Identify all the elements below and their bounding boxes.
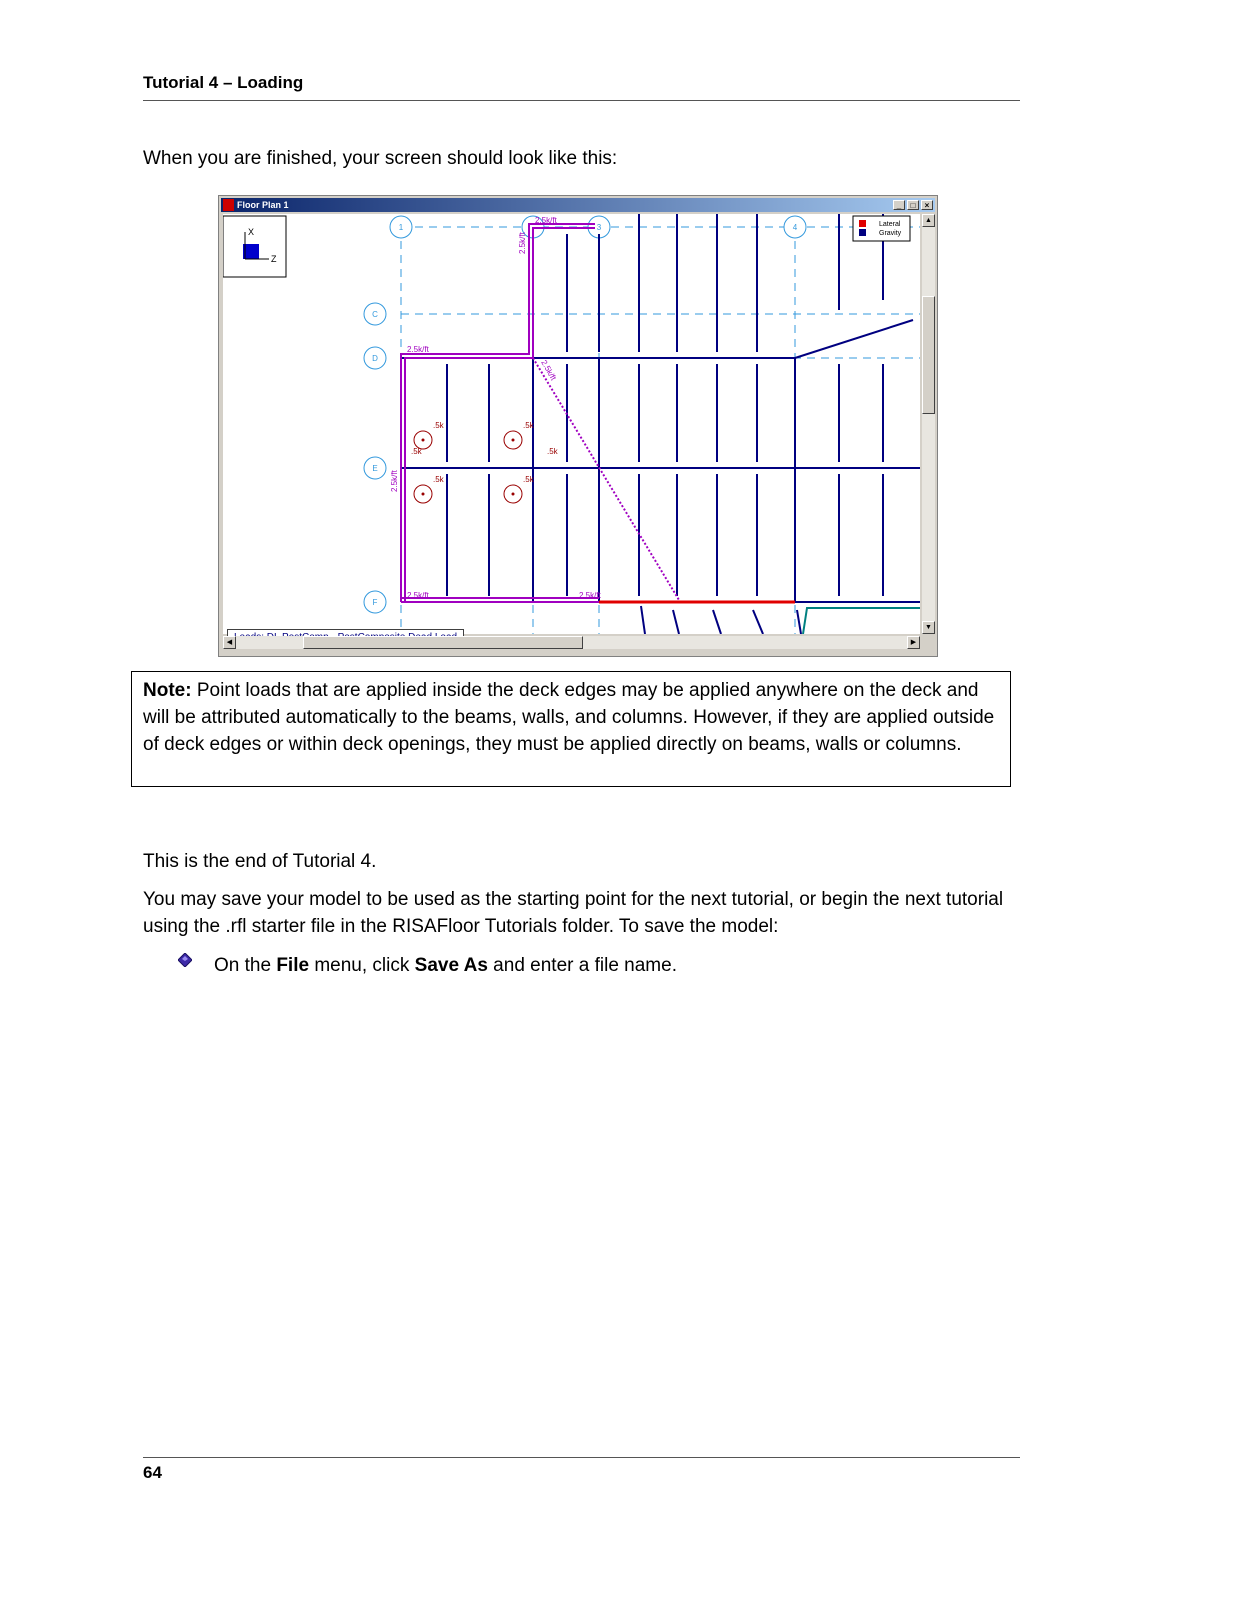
minimize-button[interactable]: _	[893, 200, 905, 210]
load-label-left: 2.5k/ft	[390, 470, 399, 492]
vertical-scroll-thumb[interactable]	[922, 296, 935, 414]
grid-label-e: E	[372, 464, 378, 473]
note-text: Point loads that are applied inside the deck edges may be applied anywhere on the deck and will be attributed automatically to the beams, walls, and columns. However, if they are applied outside of deck edges or within deck openings, they must be applied directly on beams, walls or columns.	[143, 680, 995, 755]
scroll-left-button[interactable]: ◀	[223, 636, 236, 649]
pt-label-3: .5k	[523, 421, 534, 430]
legend-lateral-label: Lateral	[879, 221, 901, 228]
scroll-right-button[interactable]: ▶	[907, 636, 920, 649]
line-loads	[398, 223, 679, 602]
axis-z-label: Z	[271, 254, 277, 264]
legend-box	[853, 216, 910, 241]
diamond-bullet-icon	[178, 953, 192, 967]
vertical-scrollbar[interactable]	[922, 214, 935, 634]
load-label-f2: 2.5k/ft	[579, 591, 601, 600]
floor-plan-drawing	[223, 214, 920, 634]
grid-label-c: C	[372, 310, 378, 319]
step-post: and enter a file name.	[487, 955, 677, 976]
floor-plan-canvas[interactable]	[223, 214, 920, 634]
legend-lateral-swatch	[859, 220, 866, 227]
header-title: Tutorial 4 – Loading	[143, 73, 304, 92]
pt-label-1: .5k	[433, 421, 444, 430]
load-label-top: 2.5k/ft	[535, 216, 557, 225]
save-instructions: You may save your model to be used as the starting point for the next tutorial, or begin the next tutorial using the .rfl starter file in the RISAFloor Tutorials folder. To save the model:	[143, 889, 1004, 937]
grid-label-4: 4	[792, 223, 798, 232]
legend-gravity-swatch	[859, 229, 866, 236]
intro-text: When you are finished, your screen should look like this:	[143, 148, 618, 169]
step-file-menu: File	[276, 955, 310, 976]
step-save-as: Save As	[414, 955, 488, 976]
note-box	[131, 671, 1011, 787]
page-number: 64	[143, 1463, 162, 1482]
load-label-d: 2.5k/ft	[407, 345, 429, 354]
app-icon	[223, 199, 234, 211]
pt-label-5: .5k	[433, 475, 444, 484]
load-label-top-v: 2.5k/ft	[518, 232, 527, 254]
grid-label-d: D	[372, 354, 378, 363]
floor-plan-window	[218, 195, 938, 657]
point-load-labels	[411, 421, 559, 484]
grid-bubbles	[364, 216, 806, 613]
pt-label-4: .5k	[547, 447, 558, 456]
legend-gravity-label: Gravity	[879, 230, 902, 237]
scroll-up-button[interactable]: ▲	[922, 214, 935, 227]
pt-label-6: .5k	[523, 475, 534, 484]
horizontal-scroll-thumb[interactable]	[303, 636, 583, 649]
load-label-f1: 2.5k/ft	[407, 591, 429, 600]
load-label-diag: 2.5k/ft	[539, 358, 558, 382]
header-rule	[143, 100, 1020, 101]
axis-x-label: X	[248, 227, 255, 237]
window-title: Floor Plan 1	[237, 200, 289, 210]
scroll-down-button[interactable]: ▼	[922, 621, 935, 634]
grid-lines	[401, 227, 920, 634]
close-button[interactable]: ×	[921, 200, 933, 210]
footer-rule	[143, 1457, 1020, 1458]
step-pre: On the	[214, 955, 277, 976]
maximize-button[interactable]: □	[907, 200, 919, 210]
horizontal-scrollbar[interactable]	[223, 636, 920, 649]
wall-line	[803, 608, 920, 634]
save-step	[214, 952, 1014, 979]
end-text: This is the end of Tutorial 4.	[143, 851, 377, 872]
load-labels	[390, 216, 602, 600]
grid-label-f: F	[372, 598, 378, 607]
window-titlebar	[221, 198, 935, 212]
note-label: Note:	[143, 680, 192, 701]
grid-label-3: 3	[596, 223, 602, 232]
step-mid: menu, click	[309, 955, 415, 976]
pt-label-2: .5k	[411, 447, 422, 456]
grid-label-1: 1	[398, 223, 404, 232]
